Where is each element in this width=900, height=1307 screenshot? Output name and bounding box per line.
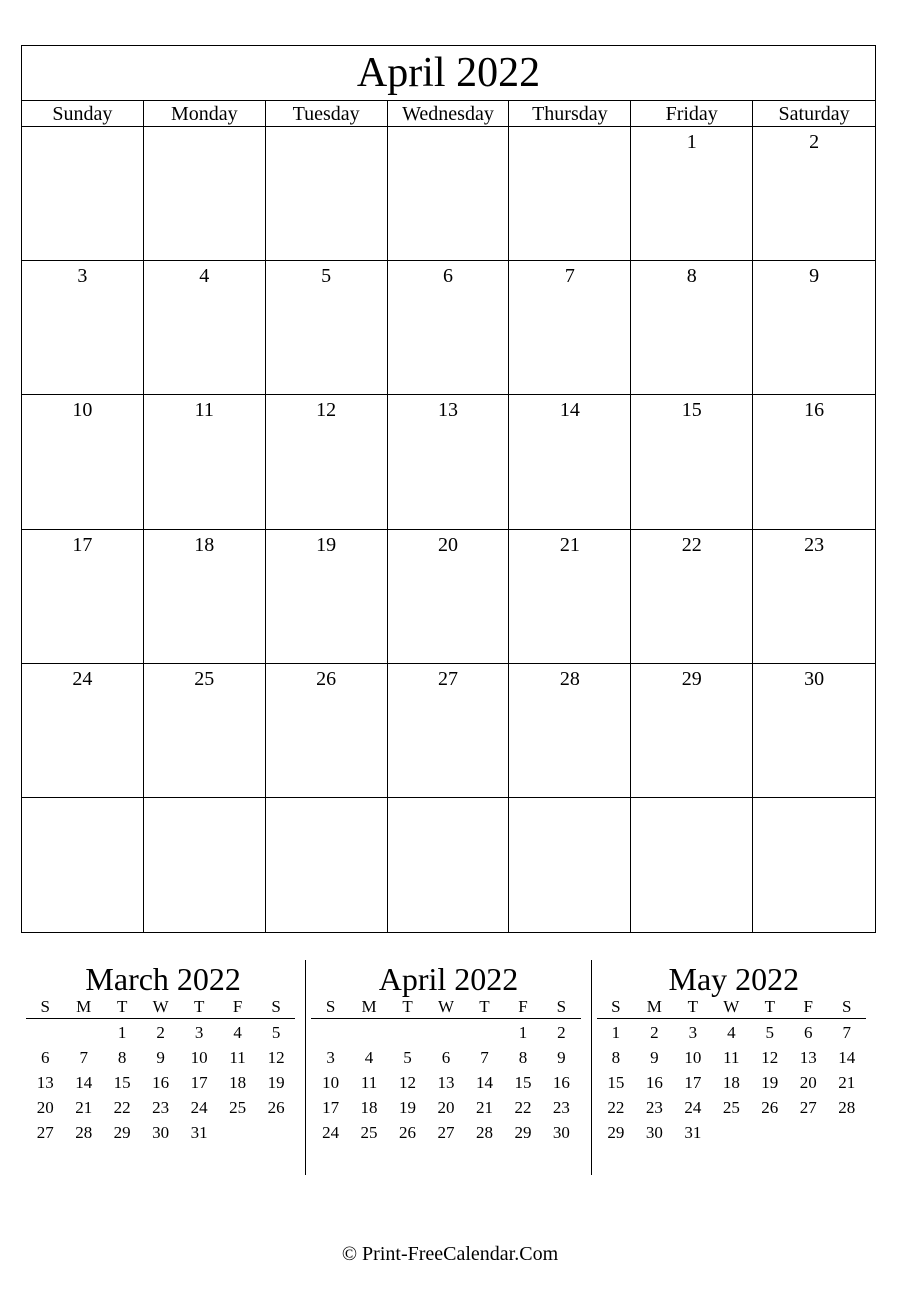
mini-day-cell (218, 1120, 256, 1145)
day-cell (509, 127, 631, 261)
day-cell (753, 798, 875, 932)
mini-day-cell: 10 (684, 1048, 702, 1067)
mini-day-cell: 30 (152, 1123, 170, 1142)
mini-day-cell: 26 (399, 1123, 416, 1142)
mini-day-cell: 29 (113, 1123, 131, 1142)
day-cell: 15 (631, 395, 753, 529)
main-calendar (21, 45, 876, 933)
mini-day-cell: 3 (194, 1023, 204, 1042)
mini-day-cell: 31 (684, 1123, 702, 1142)
mini-weekday-label: M (646, 997, 662, 1016)
mini-day-cell: 14 (475, 1073, 493, 1092)
mini-day-cell: 25 (722, 1098, 740, 1117)
mini-day-cell: 8 (117, 1048, 127, 1067)
mini-weekday-header (597, 996, 866, 1019)
mini-day-cell: 25 (229, 1098, 247, 1117)
mini-day-cell: 16 (152, 1073, 170, 1092)
mini-day-cell: 8 (611, 1048, 621, 1067)
footer-credit: © Print-FreeCalendar.Com (341, 1243, 559, 1265)
mini-day-cell: 1 (117, 1023, 127, 1042)
mini-day-cell: 16 (552, 1073, 570, 1092)
mini-day-cell: 2 (650, 1023, 659, 1042)
mini-weekday-label: S (271, 997, 281, 1016)
mini-weekday-label: T (193, 997, 205, 1016)
mini-day-cell: 30 (552, 1123, 570, 1142)
day-cell: 11 (144, 395, 266, 529)
day-cell: 7 (509, 261, 631, 395)
mini-calendars (21, 960, 876, 1175)
mini-weekday-label: W (152, 997, 169, 1016)
mini-day-cell: 17 (322, 1098, 340, 1117)
day-cell: 12 (266, 395, 388, 529)
mini-day-cell (311, 1020, 349, 1045)
day-cell: 24 (22, 664, 144, 798)
mini-day-cell: 5 (271, 1023, 281, 1042)
mini-day-cell (712, 1120, 750, 1145)
mini-day-cell: 6 (40, 1048, 50, 1067)
weekday-label: Saturday (778, 103, 850, 125)
mini-day-cell: 8 (518, 1048, 528, 1067)
day-cell: 17 (22, 530, 144, 664)
mini-day-cell: 24 (322, 1123, 340, 1142)
day-cell: 27 (388, 664, 510, 798)
weekday-label: Thursday (509, 101, 631, 127)
mini-weekday-label: S (611, 997, 621, 1016)
day-cell: 23 (753, 530, 875, 664)
mini-day-cell (789, 1120, 827, 1145)
day-cell (144, 798, 266, 932)
mini-day-cell (388, 1020, 426, 1045)
mini-day-cell: 20 (36, 1098, 54, 1117)
day-cell: 3 (22, 261, 144, 395)
mini-month-grid (311, 1019, 580, 1145)
day-cell: 9 (753, 261, 875, 395)
mini-day-cell: 15 (607, 1073, 625, 1092)
mini-weekday-label: T (116, 997, 128, 1016)
mini-day-cell: 12 (267, 1048, 285, 1067)
mini-day-cell (26, 1020, 64, 1045)
mini-day-cell: 5 (403, 1048, 412, 1067)
mini-weekday-label: S (40, 997, 50, 1016)
day-cell: 2 (753, 127, 875, 261)
mini-day-cell: 18 (360, 1098, 378, 1117)
weekday-label: Wednesday (388, 101, 510, 127)
mini-day-cell: 10 (190, 1048, 208, 1067)
day-cell: 13 (388, 395, 510, 529)
mini-day-cell: 25 (360, 1123, 378, 1142)
mini-day-cell: 22 (514, 1098, 532, 1117)
mini-day-cell: 21 (838, 1073, 856, 1092)
day-cell: 29 (631, 664, 753, 798)
mini-day-cell: 28 (475, 1123, 493, 1142)
day-cell: 4 (144, 261, 266, 395)
mini-day-cell: 12 (399, 1073, 416, 1092)
mini-day-cell: 13 (437, 1073, 455, 1092)
mini-day-cell: 19 (399, 1098, 416, 1117)
mini-month-grid (26, 1019, 295, 1145)
mini-day-cell: 31 (190, 1123, 208, 1142)
mini-day-cell: 9 (156, 1048, 165, 1067)
mini-weekday-label: S (556, 997, 567, 1016)
day-cell: 8 (631, 261, 753, 395)
mini-day-cell: 7 (480, 1048, 489, 1067)
mini-day-cell: 7 (842, 1023, 851, 1042)
day-cell (22, 127, 144, 261)
mini-day-cell: 9 (557, 1048, 566, 1067)
mini-weekday-label: T (764, 997, 775, 1016)
mini-day-cell: 29 (607, 1123, 625, 1142)
mini-day-cell: 11 (229, 1048, 246, 1067)
mini-day-cell: 28 (838, 1098, 856, 1117)
weekday-header-row (22, 101, 875, 127)
mini-day-cell (465, 1020, 503, 1045)
day-cell: 21 (509, 530, 631, 664)
day-cell: 26 (266, 664, 388, 798)
mini-day-cell: 11 (723, 1048, 740, 1067)
mini-day-cell: 23 (152, 1098, 170, 1117)
mini-day-cell: 23 (645, 1098, 663, 1117)
mini-day-cell: 1 (518, 1023, 528, 1042)
mini-day-cell: 19 (761, 1073, 779, 1092)
mini-day-cell: 13 (799, 1048, 817, 1067)
mini-calendar (21, 960, 305, 1175)
mini-day-cell: 2 (156, 1023, 165, 1042)
mini-day-cell: 3 (688, 1023, 698, 1042)
mini-day-cell (828, 1120, 866, 1145)
weekday-label: Friday (631, 101, 753, 127)
mini-day-cell: 20 (799, 1073, 817, 1092)
mini-calendar-title: April 2022 (378, 961, 519, 997)
day-cell: 1 (631, 127, 753, 261)
mini-day-cell: 2 (557, 1023, 566, 1042)
mini-day-cell (257, 1120, 295, 1145)
mini-day-cell: 18 (722, 1073, 740, 1092)
mini-weekday-label: T (479, 997, 490, 1016)
mini-day-cell (751, 1120, 789, 1145)
day-cell (388, 798, 510, 932)
mini-calendar-title: March 2022 (85, 961, 241, 997)
day-cell (631, 798, 753, 932)
mini-weekday-label: F (232, 997, 243, 1016)
mini-weekday-header (311, 996, 580, 1019)
mini-day-cell: 4 (364, 1048, 374, 1067)
mini-calendar (591, 960, 876, 1175)
month-grid (22, 127, 875, 932)
mini-day-cell: 15 (514, 1073, 532, 1092)
mini-day-cell: 6 (804, 1023, 813, 1042)
mini-day-cell: 24 (684, 1098, 702, 1117)
mini-day-cell: 4 (727, 1023, 736, 1042)
mini-day-cell: 17 (684, 1073, 702, 1092)
mini-day-cell: 28 (75, 1123, 93, 1142)
day-cell: 14 (509, 395, 631, 529)
mini-weekday-label: W (437, 997, 454, 1016)
day-cell: 18 (144, 530, 266, 664)
mini-day-cell: 15 (113, 1073, 131, 1092)
day-cell: 30 (753, 664, 875, 798)
mini-weekday-label: W (723, 997, 740, 1016)
mini-day-cell: 21 (75, 1098, 93, 1117)
mini-day-cell: 29 (514, 1123, 532, 1142)
mini-day-cell: 23 (552, 1098, 570, 1117)
mini-day-cell: 7 (79, 1048, 88, 1067)
day-cell: 20 (388, 530, 510, 664)
day-cell (266, 798, 388, 932)
mini-weekday-label: T (402, 997, 413, 1016)
day-cell (144, 127, 266, 261)
mini-day-cell: 24 (190, 1098, 208, 1117)
mini-day-cell: 11 (360, 1073, 378, 1092)
day-cell: 19 (266, 530, 388, 664)
mini-day-cell: 22 (113, 1098, 131, 1117)
mini-day-cell: 26 (267, 1098, 285, 1117)
mini-day-cell: 27 (437, 1123, 455, 1142)
mini-day-cell: 13 (36, 1073, 54, 1092)
mini-weekday-label: F (803, 997, 813, 1016)
day-cell: 22 (631, 530, 753, 664)
mini-day-cell: 20 (437, 1098, 455, 1117)
mini-month-grid (597, 1019, 866, 1145)
mini-day-cell: 6 (441, 1048, 451, 1067)
weekday-label: Sunday (22, 101, 144, 127)
mini-weekday-header (26, 996, 295, 1019)
mini-day-cell: 30 (645, 1123, 663, 1142)
mini-calendar-title: May 2022 (668, 961, 800, 997)
mini-weekday-label: M (76, 997, 92, 1016)
day-cell: 16 (753, 395, 875, 529)
mini-day-cell: 9 (650, 1048, 659, 1067)
mini-day-cell: 26 (761, 1098, 779, 1117)
day-cell: 10 (22, 395, 144, 529)
day-cell: 6 (388, 261, 510, 395)
mini-weekday-label: M (361, 997, 377, 1016)
mini-day-cell: 27 (36, 1123, 54, 1142)
mini-day-cell: 14 (838, 1048, 856, 1067)
day-cell (22, 798, 144, 932)
mini-day-cell: 14 (75, 1073, 93, 1092)
day-cell: 25 (144, 664, 266, 798)
day-cell (266, 127, 388, 261)
mini-day-cell: 17 (190, 1073, 208, 1092)
mini-day-cell: 1 (611, 1023, 621, 1042)
mini-day-cell: 4 (233, 1023, 242, 1042)
mini-day-cell: 19 (267, 1073, 285, 1092)
mini-day-cell (64, 1020, 102, 1045)
mini-day-cell: 16 (645, 1073, 663, 1092)
mini-calendar (305, 960, 590, 1175)
day-cell: 28 (509, 664, 631, 798)
weekday-label: Tuesday (266, 101, 388, 127)
mini-weekday-label: S (325, 997, 336, 1016)
mini-weekday-label: S (842, 997, 852, 1016)
mini-day-cell: 10 (322, 1073, 340, 1092)
mini-day-cell: 22 (607, 1098, 625, 1117)
mini-day-cell: 5 (765, 1023, 775, 1042)
main-calendar-title: April 2022 (22, 46, 875, 101)
day-cell (388, 127, 510, 261)
day-cell: 5 (266, 261, 388, 395)
mini-day-cell: 3 (326, 1048, 335, 1067)
mini-day-cell: 21 (475, 1098, 493, 1117)
mini-day-cell: 27 (799, 1098, 817, 1117)
mini-weekday-label: F (518, 997, 528, 1016)
day-cell (509, 798, 631, 932)
weekday-label: Monday (144, 101, 266, 127)
mini-day-cell: 12 (761, 1048, 779, 1067)
mini-weekday-label: T (687, 997, 699, 1016)
mini-day-cell: 18 (229, 1073, 247, 1092)
mini-day-cell (350, 1020, 388, 1045)
mini-day-cell (427, 1020, 465, 1045)
